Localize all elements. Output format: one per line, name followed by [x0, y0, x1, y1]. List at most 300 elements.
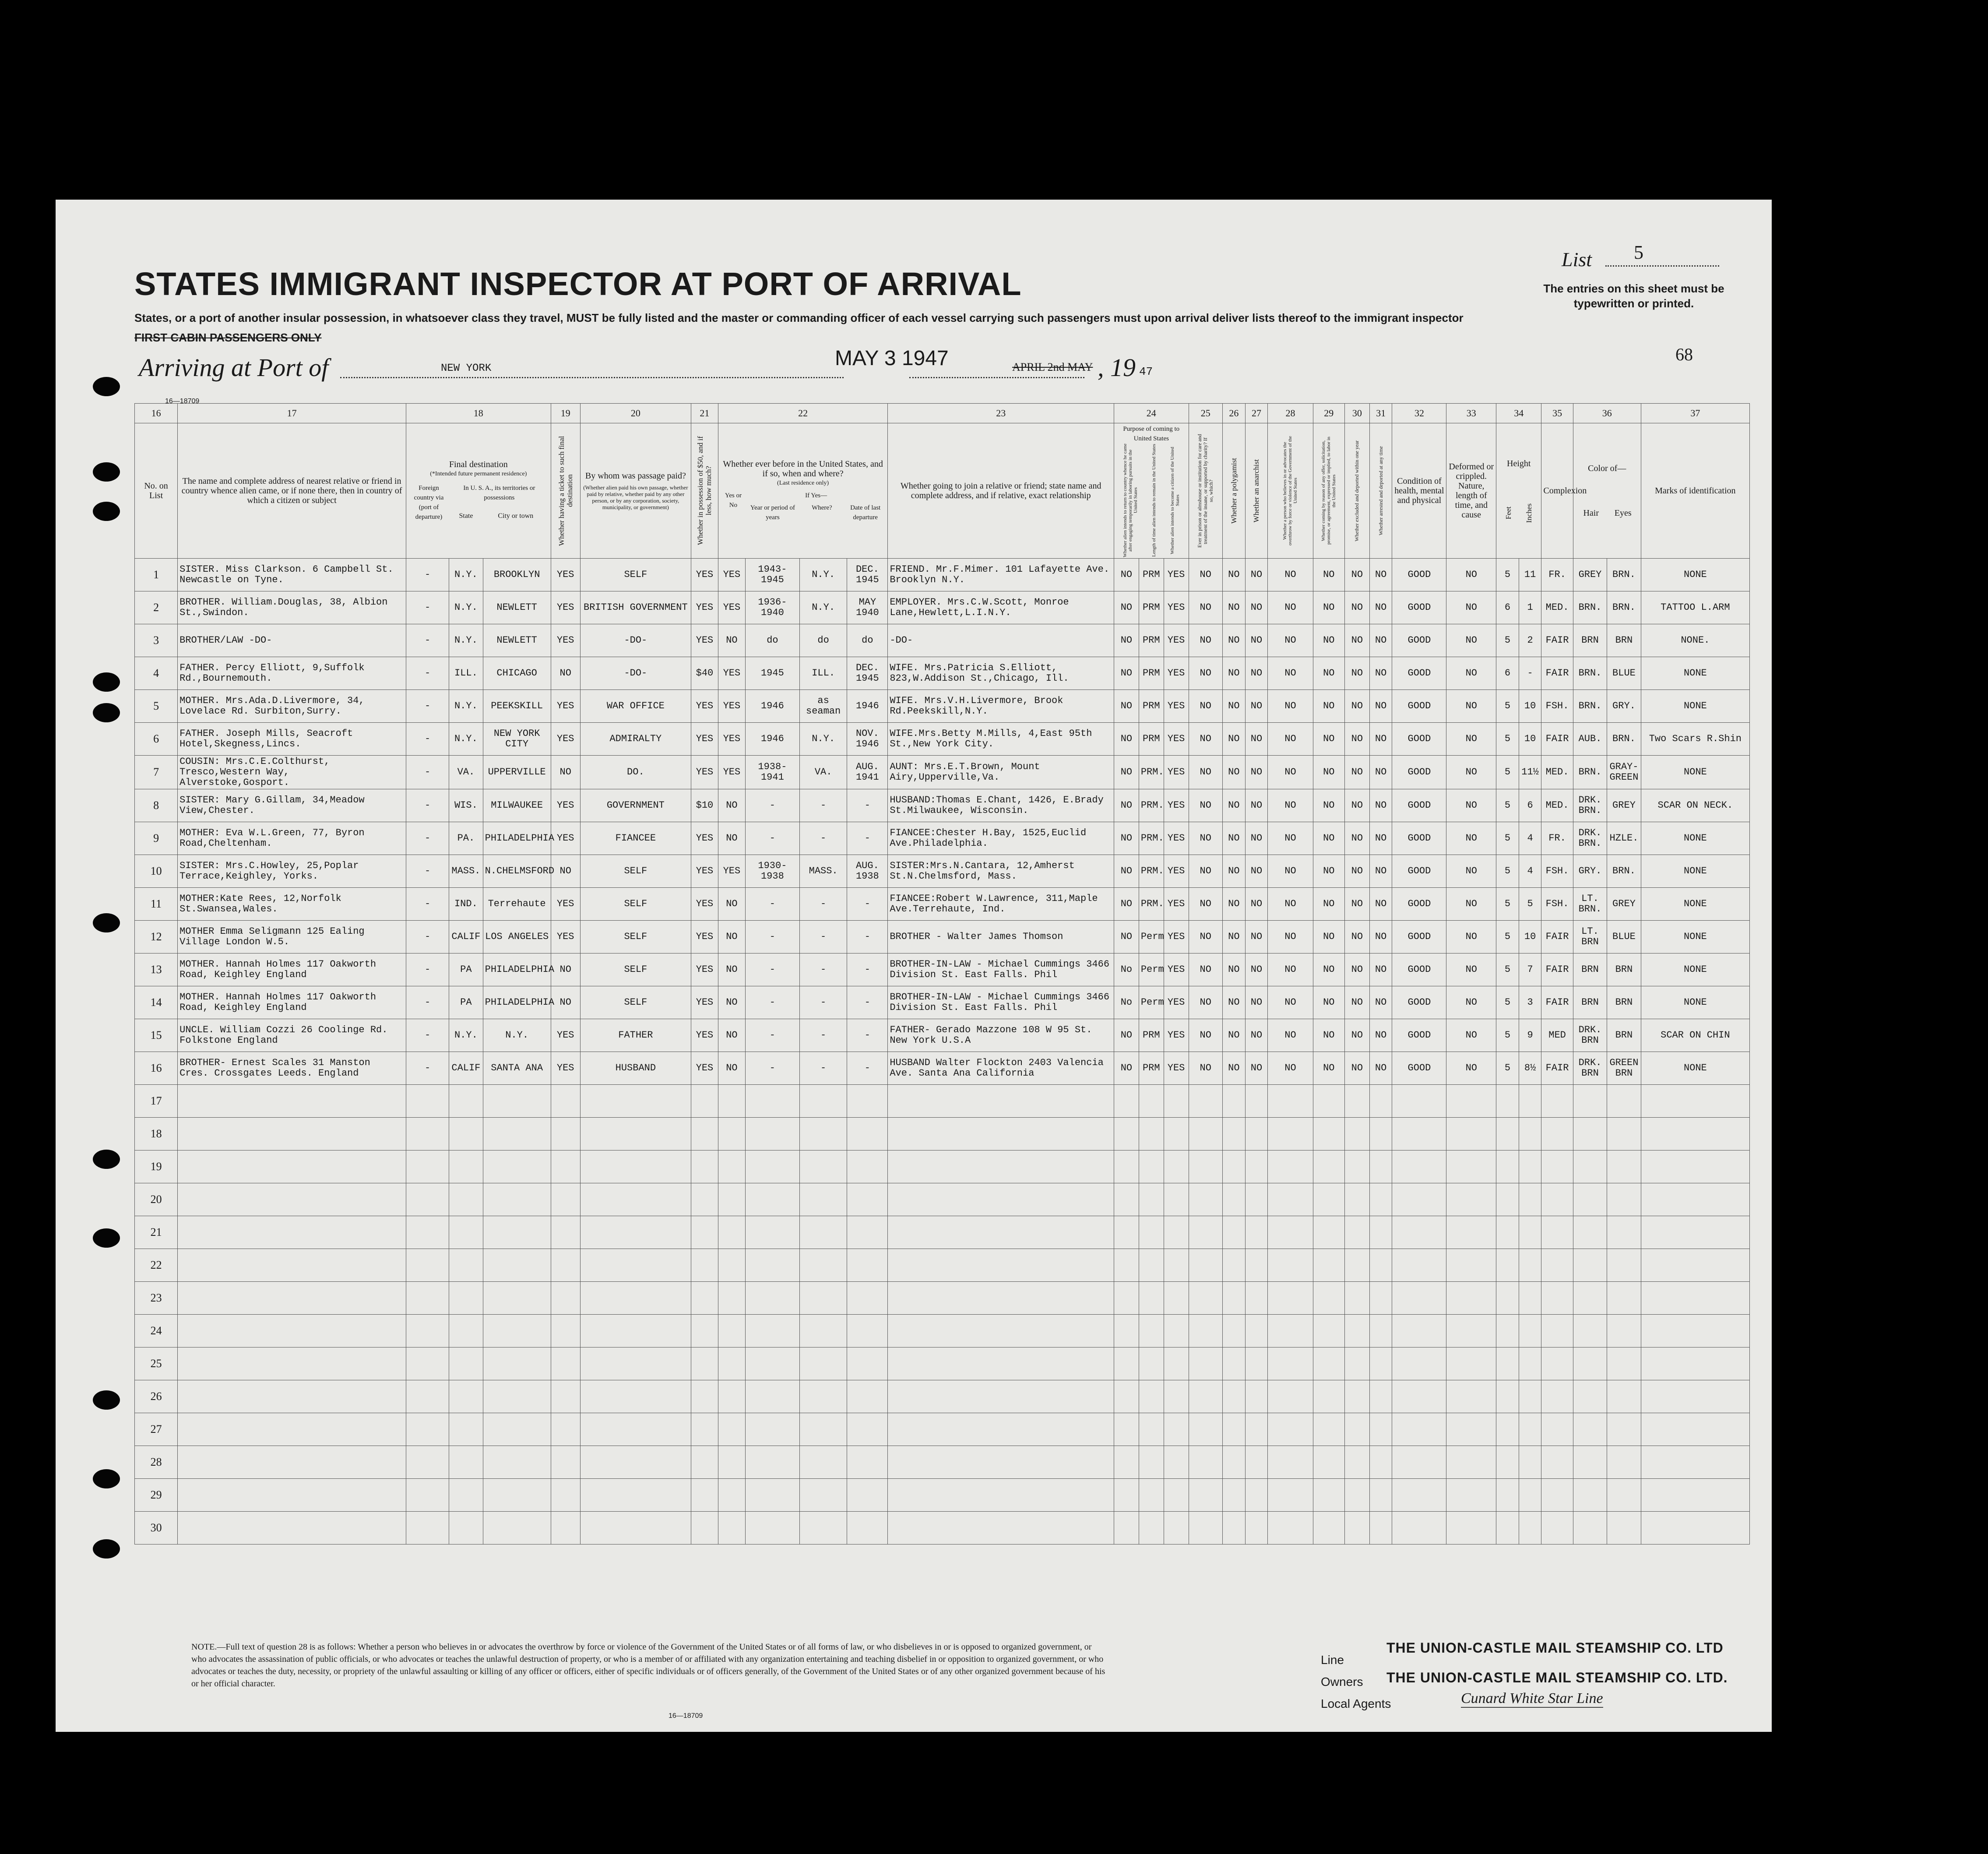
cell-eyes: GRAY-GREEN	[1607, 756, 1641, 789]
cell-where: -	[799, 953, 847, 986]
cell-hair: GREY	[1573, 559, 1607, 591]
empty-cell	[1519, 1380, 1541, 1413]
empty-cell	[1139, 1183, 1164, 1216]
cell-inches: 5	[1519, 888, 1541, 921]
cell-join: WIFE. Mrs.V.H.Livermore, Brook Rd.Peekskill,N.Y.	[888, 690, 1114, 723]
footer-form-number: 16—18709	[669, 1712, 703, 1720]
cell-ticket: YES	[551, 822, 580, 855]
empty-cell	[1519, 1446, 1541, 1479]
empty-cell	[1114, 1183, 1139, 1216]
cell-marks: NONE	[1641, 986, 1749, 1019]
cell-length: PRM.	[1139, 888, 1164, 921]
empty-cell	[799, 1282, 847, 1315]
empty-cell	[1392, 1479, 1446, 1512]
cell-before: YES	[718, 756, 745, 789]
cell-inches: 10	[1519, 723, 1541, 756]
punch-hole	[93, 1539, 120, 1558]
header-color-title: Color of—	[1588, 464, 1626, 473]
empty-cell	[580, 1085, 691, 1118]
empty-cell	[1541, 1282, 1573, 1315]
empty-cell	[1313, 1413, 1344, 1446]
cell-inches: 11½	[1519, 756, 1541, 789]
cell-money: YES	[691, 822, 718, 855]
cell-poly: NO	[1223, 855, 1246, 888]
empty-cell	[1573, 1249, 1607, 1282]
table-row	[135, 789, 1750, 822]
cell-prison: NO	[1189, 1052, 1222, 1085]
cell-state: N.Y.	[449, 1019, 483, 1052]
header-purpose-c: Whether alien intends to become a citizen of the United States	[1169, 447, 1180, 554]
empty-cell	[1392, 1085, 1446, 1118]
empty-cell	[1641, 1512, 1749, 1544]
cell-excl: NO	[1344, 1019, 1369, 1052]
cell-citizen: YES	[1164, 888, 1189, 921]
list-dotted-line	[1605, 265, 1719, 267]
cell-city: BROOKLYN	[483, 559, 551, 591]
punch-hole	[93, 913, 120, 932]
cell-length: PRM.	[1139, 855, 1164, 888]
cell-overthrow: NO	[1268, 921, 1313, 953]
empty-cell	[1446, 1380, 1496, 1413]
empty-cell	[718, 1413, 745, 1446]
cell-offer: NO	[1313, 690, 1344, 723]
cell-state: VA.	[449, 756, 483, 789]
empty-cell	[1189, 1380, 1222, 1413]
empty-cell	[449, 1183, 483, 1216]
empty-cell	[691, 1282, 718, 1315]
cell-paid: -DO-	[580, 657, 691, 690]
cell-hair: BRN.	[1573, 657, 1607, 690]
empty-cell	[1607, 1183, 1641, 1216]
cell-complexion: FR.	[1541, 822, 1573, 855]
header-city: City or town	[498, 512, 534, 520]
empty-cell	[745, 1183, 799, 1216]
cell-foreign: -	[406, 1019, 449, 1052]
cell-city: UPPERVILLE	[483, 756, 551, 789]
table-row	[135, 559, 1750, 591]
cell-overthrow: NO	[1268, 953, 1313, 986]
empty-cell	[1369, 1413, 1392, 1446]
cell-excl: NO	[1344, 723, 1369, 756]
empty-cell	[1607, 1249, 1641, 1282]
agents-label: Local Agents	[1321, 1697, 1391, 1710]
column-number-row	[135, 404, 1750, 423]
header-overthrow: Whether a person who believes in or advocates the overthrow by force or violence of the Government of the United States	[1268, 423, 1313, 559]
empty-cell	[1268, 1183, 1313, 1216]
empty-cell	[1268, 1282, 1313, 1315]
empty-cell	[1392, 1512, 1446, 1544]
empty-cell	[1446, 1118, 1496, 1150]
empty-cell	[1607, 1380, 1641, 1413]
cell-anarch: NO	[1245, 723, 1268, 756]
empty-cell	[1344, 1347, 1369, 1380]
empty-cell	[799, 1413, 847, 1446]
empty-cell	[1369, 1512, 1392, 1544]
empty-cell	[1541, 1347, 1573, 1380]
empty-cell	[691, 1446, 718, 1479]
cell-no: 13	[135, 953, 178, 986]
empty-cell	[1641, 1183, 1749, 1216]
cell-ticket: YES	[551, 1019, 580, 1052]
empty-cell	[406, 1380, 449, 1413]
empty-cell	[1496, 1150, 1519, 1183]
cell-state: CALIF	[449, 921, 483, 953]
cell-depart: DEC. 1945	[847, 657, 888, 690]
cell-citizen: YES	[1164, 624, 1189, 657]
cell-inches: 10	[1519, 921, 1541, 953]
cell-period: 1945	[745, 657, 799, 690]
cell-offer: NO	[1313, 822, 1344, 855]
cell-before: NO	[718, 822, 745, 855]
cell-before: YES	[718, 657, 745, 690]
cell-before: NO	[718, 888, 745, 921]
cell-hair: GRY.	[1573, 855, 1607, 888]
empty-cell	[406, 1282, 449, 1315]
cell-period: -	[745, 888, 799, 921]
cell-before: NO	[718, 789, 745, 822]
cell-feet: 6	[1496, 657, 1519, 690]
empty-cell	[1496, 1512, 1519, 1544]
cell-health: GOOD	[1392, 591, 1446, 624]
cell-citizen: YES	[1164, 789, 1189, 822]
cell-inches: -	[1519, 657, 1541, 690]
empty-cell	[847, 1413, 888, 1446]
empty-cell	[847, 1315, 888, 1347]
empty-cell	[406, 1249, 449, 1282]
empty-cell	[691, 1512, 718, 1544]
cell-eyes: BRN	[1607, 624, 1641, 657]
cell-deform: NO	[1446, 1019, 1496, 1052]
cell-complexion: FSH.	[1541, 690, 1573, 723]
empty-cell	[1164, 1413, 1189, 1446]
col-num-21: 21	[691, 404, 718, 423]
cell-no: 25	[135, 1347, 178, 1380]
cell-poly: NO	[1223, 1052, 1246, 1085]
empty-cell	[1641, 1413, 1749, 1446]
empty-cell	[551, 1512, 580, 1544]
empty-cell	[1139, 1150, 1164, 1183]
cell-eyes: GREY	[1607, 789, 1641, 822]
cell-eyes: HZLE.	[1607, 822, 1641, 855]
cell-anarch: NO	[1245, 921, 1268, 953]
empty-cell	[1223, 1413, 1246, 1446]
cell-marks: NONE	[1641, 559, 1749, 591]
cell-no: 28	[135, 1446, 178, 1479]
empty-cell	[1344, 1085, 1369, 1118]
empty-cell	[847, 1347, 888, 1380]
empty-cell	[1114, 1446, 1139, 1479]
empty-cell	[1164, 1315, 1189, 1347]
cell-excl: NO	[1344, 690, 1369, 723]
cell-where: N.Y.	[799, 591, 847, 624]
empty-cell	[1245, 1479, 1268, 1512]
cell-where: VA.	[799, 756, 847, 789]
table-row	[135, 624, 1750, 657]
cell-hair: DRK. BRN	[1573, 1052, 1607, 1085]
cell-anarch: NO	[1245, 591, 1268, 624]
cell-health: GOOD	[1392, 723, 1446, 756]
empty-cell	[1519, 1347, 1541, 1380]
cell-temp: NO	[1114, 855, 1139, 888]
header-height-title: Height	[1507, 458, 1531, 468]
col-num-37: 37	[1641, 404, 1749, 423]
cell-foreign: -	[406, 723, 449, 756]
empty-cell	[1541, 1512, 1573, 1544]
empty-cell	[1164, 1183, 1189, 1216]
cell-poly: NO	[1223, 986, 1246, 1019]
cell-city: LOS ANGELES	[483, 921, 551, 953]
cell-relative: UNCLE. William Cozzi 26 Coolinge Rd. Folkstone England	[178, 1019, 406, 1052]
cell-period: 1930-1938	[745, 855, 799, 888]
cell-length: PRM	[1139, 559, 1164, 591]
cell-overthrow: NO	[1268, 822, 1313, 855]
cell-no: 17	[135, 1085, 178, 1118]
cell-before: NO	[718, 1052, 745, 1085]
col-num-25: 25	[1189, 404, 1222, 423]
empty-cell	[1189, 1315, 1222, 1347]
empty-cell	[1245, 1413, 1268, 1446]
cell-excl: NO	[1344, 953, 1369, 986]
cell-inches: 8½	[1519, 1052, 1541, 1085]
header-yes-no: Yes or No	[725, 492, 742, 509]
col-num-19: 19	[551, 404, 580, 423]
empty-cell	[1223, 1085, 1246, 1118]
empty-cell	[1344, 1380, 1369, 1413]
empty-cell	[551, 1446, 580, 1479]
empty-cell	[1344, 1479, 1369, 1512]
empty-cell	[1114, 1380, 1139, 1413]
cell-where: -	[799, 986, 847, 1019]
cell-paid: WAR OFFICE	[580, 690, 691, 723]
cell-before: NO	[718, 953, 745, 986]
cell-length: PRM	[1139, 1019, 1164, 1052]
empty-cell	[718, 1315, 745, 1347]
cell-length: Perm	[1139, 953, 1164, 986]
header-complexion: Complexion	[1541, 423, 1573, 559]
cell-arrest: NO	[1369, 690, 1392, 723]
cell-ticket: NO	[551, 756, 580, 789]
empty-cell	[888, 1183, 1114, 1216]
empty-cell	[1446, 1315, 1496, 1347]
empty-cell	[1268, 1315, 1313, 1347]
cell-prison: NO	[1189, 888, 1222, 921]
cell-no: 7	[135, 756, 178, 789]
cell-excl: NO	[1344, 1052, 1369, 1085]
cell-depart: -	[847, 822, 888, 855]
header-relative: The name and complete address of nearest relative or friend in country whence alien came, or if none there, then in country of which a citizen or subject	[178, 423, 406, 559]
cell-overthrow: NO	[1268, 591, 1313, 624]
empty-cell	[1268, 1413, 1313, 1446]
empty-cell	[1344, 1446, 1369, 1479]
cell-money: YES	[691, 723, 718, 756]
empty-cell	[406, 1118, 449, 1150]
empty-cell	[799, 1380, 847, 1413]
cell-temp: NO	[1114, 559, 1139, 591]
empty-cell	[580, 1347, 691, 1380]
passenger-manifest-table	[134, 403, 1750, 1544]
col-num-27: 27	[1245, 404, 1268, 423]
empty-cell	[1313, 1446, 1344, 1479]
empty-cell	[1496, 1249, 1519, 1282]
cell-where: as seaman	[799, 690, 847, 723]
cell-deform: NO	[1446, 723, 1496, 756]
empty-cell	[1139, 1118, 1164, 1150]
empty-cell	[888, 1249, 1114, 1282]
empty-cell	[847, 1512, 888, 1544]
empty-cell	[1392, 1249, 1446, 1282]
empty-cell	[1641, 1150, 1749, 1183]
cell-poly: NO	[1223, 624, 1246, 657]
cell-feet: 5	[1496, 888, 1519, 921]
cell-prison: NO	[1189, 822, 1222, 855]
cell-feet: 5	[1496, 822, 1519, 855]
empty-cell	[1223, 1249, 1246, 1282]
empty-cell	[406, 1512, 449, 1544]
empty-cell	[847, 1216, 888, 1249]
empty-cell	[1189, 1512, 1222, 1544]
empty-cell	[1313, 1150, 1344, 1183]
empty-cell	[1641, 1479, 1749, 1512]
cell-marks: NONE	[1641, 921, 1749, 953]
cell-complexion: MED	[1541, 1019, 1573, 1052]
empty-cell	[1245, 1183, 1268, 1216]
empty-cell	[1189, 1183, 1222, 1216]
cell-hair: BRN.	[1573, 690, 1607, 723]
empty-cell	[718, 1183, 745, 1216]
empty-cell	[1607, 1085, 1641, 1118]
cell-anarch: NO	[1245, 657, 1268, 690]
cell-money: YES	[691, 591, 718, 624]
cell-no: 26	[135, 1380, 178, 1413]
cell-offer: NO	[1313, 888, 1344, 921]
cell-length: Perm	[1139, 921, 1164, 953]
cell-length: PRM	[1139, 624, 1164, 657]
cell-eyes: GREEN BRN	[1607, 1052, 1641, 1085]
empty-cell	[1496, 1446, 1519, 1479]
empty-cell	[1313, 1479, 1344, 1512]
empty-cell	[1164, 1282, 1189, 1315]
empty-cell	[1223, 1380, 1246, 1413]
empty-cell	[718, 1479, 745, 1512]
empty-table-row	[135, 1315, 1750, 1347]
header-foreign-country: Foreign country via (port of departure)	[414, 485, 444, 521]
cell-complexion: MED.	[1541, 789, 1573, 822]
cell-offer: NO	[1313, 756, 1344, 789]
empty-cell	[1114, 1512, 1139, 1544]
empty-cell	[1519, 1216, 1541, 1249]
empty-cell	[847, 1118, 888, 1150]
header-departure-date: Date of last departure	[850, 504, 881, 521]
empty-cell	[1223, 1118, 1246, 1150]
cell-state: N.Y.	[449, 559, 483, 591]
empty-table-row	[135, 1249, 1750, 1282]
cell-feet: 5	[1496, 1052, 1519, 1085]
cell-depart: AUG. 1938	[847, 855, 888, 888]
cell-deform: NO	[1446, 855, 1496, 888]
empty-cell	[1139, 1413, 1164, 1446]
header-in-usa: In U. S. A., its territories or possessions	[463, 485, 535, 501]
empty-cell	[1245, 1085, 1268, 1118]
cell-before: NO	[718, 986, 745, 1019]
cell-no: 20	[135, 1183, 178, 1216]
empty-cell	[1223, 1479, 1246, 1512]
header-health: Condition of health, mental and physical	[1392, 423, 1446, 559]
cell-before: NO	[718, 1019, 745, 1052]
empty-cell	[406, 1085, 449, 1118]
cell-excl: NO	[1344, 657, 1369, 690]
punch-hole	[93, 462, 120, 482]
empty-table-row	[135, 1183, 1750, 1216]
cell-depart: AUG. 1941	[847, 756, 888, 789]
empty-cell	[1268, 1249, 1313, 1282]
cell-health: GOOD	[1392, 855, 1446, 888]
cell-paid: SELF	[580, 953, 691, 986]
cell-ticket: NO	[551, 657, 580, 690]
empty-cell	[799, 1479, 847, 1512]
cell-marks: SCAR ON NECK.	[1641, 789, 1749, 822]
empty-cell	[1245, 1249, 1268, 1282]
empty-cell	[1114, 1118, 1139, 1150]
empty-cell	[1446, 1479, 1496, 1512]
cell-no: 23	[135, 1282, 178, 1315]
empty-cell	[551, 1347, 580, 1380]
empty-cell	[1189, 1216, 1222, 1249]
empty-cell	[1313, 1183, 1344, 1216]
cell-depart: -	[847, 789, 888, 822]
empty-table-row	[135, 1512, 1750, 1544]
empty-cell	[1369, 1249, 1392, 1282]
table-row	[135, 855, 1750, 888]
empty-table-row	[135, 1446, 1750, 1479]
cell-arrest: NO	[1369, 921, 1392, 953]
empty-cell	[1496, 1216, 1519, 1249]
empty-cell	[888, 1118, 1114, 1150]
empty-cell	[1114, 1216, 1139, 1249]
cell-length: PRM.	[1139, 789, 1164, 822]
empty-cell	[888, 1347, 1114, 1380]
cell-length: PRM	[1139, 1052, 1164, 1085]
cell-foreign: -	[406, 822, 449, 855]
header-anarchist: Whether an anarchist	[1245, 423, 1268, 559]
cell-depart: NOV. 1946	[847, 723, 888, 756]
empty-table-row	[135, 1150, 1750, 1183]
empty-cell	[1541, 1183, 1573, 1216]
empty-cell	[483, 1380, 551, 1413]
empty-cell	[1573, 1282, 1607, 1315]
cell-anarch: NO	[1245, 1019, 1268, 1052]
empty-cell	[1245, 1118, 1268, 1150]
empty-cell	[1573, 1479, 1607, 1512]
table-row	[135, 888, 1750, 921]
instruction-text: The entries on this sheet must be typewritten or printed.	[1543, 282, 1724, 310]
cell-eyes: BRN.	[1607, 855, 1641, 888]
empty-cell	[406, 1150, 449, 1183]
cell-temp: NO	[1114, 690, 1139, 723]
empty-cell	[799, 1150, 847, 1183]
cell-health: GOOD	[1392, 789, 1446, 822]
cell-marks: NONE	[1641, 1052, 1749, 1085]
empty-cell	[888, 1512, 1114, 1544]
agents-value: Cunard White Star Line	[1461, 1690, 1603, 1708]
cell-excl: NO	[1344, 888, 1369, 921]
cell-arrest: NO	[1369, 624, 1392, 657]
empty-cell	[1541, 1249, 1573, 1282]
empty-cell	[1164, 1085, 1189, 1118]
cell-eyes: BRN.	[1607, 723, 1641, 756]
cell-health: GOOD	[1392, 921, 1446, 953]
empty-cell	[1139, 1216, 1164, 1249]
cell-no: 1	[135, 559, 178, 591]
